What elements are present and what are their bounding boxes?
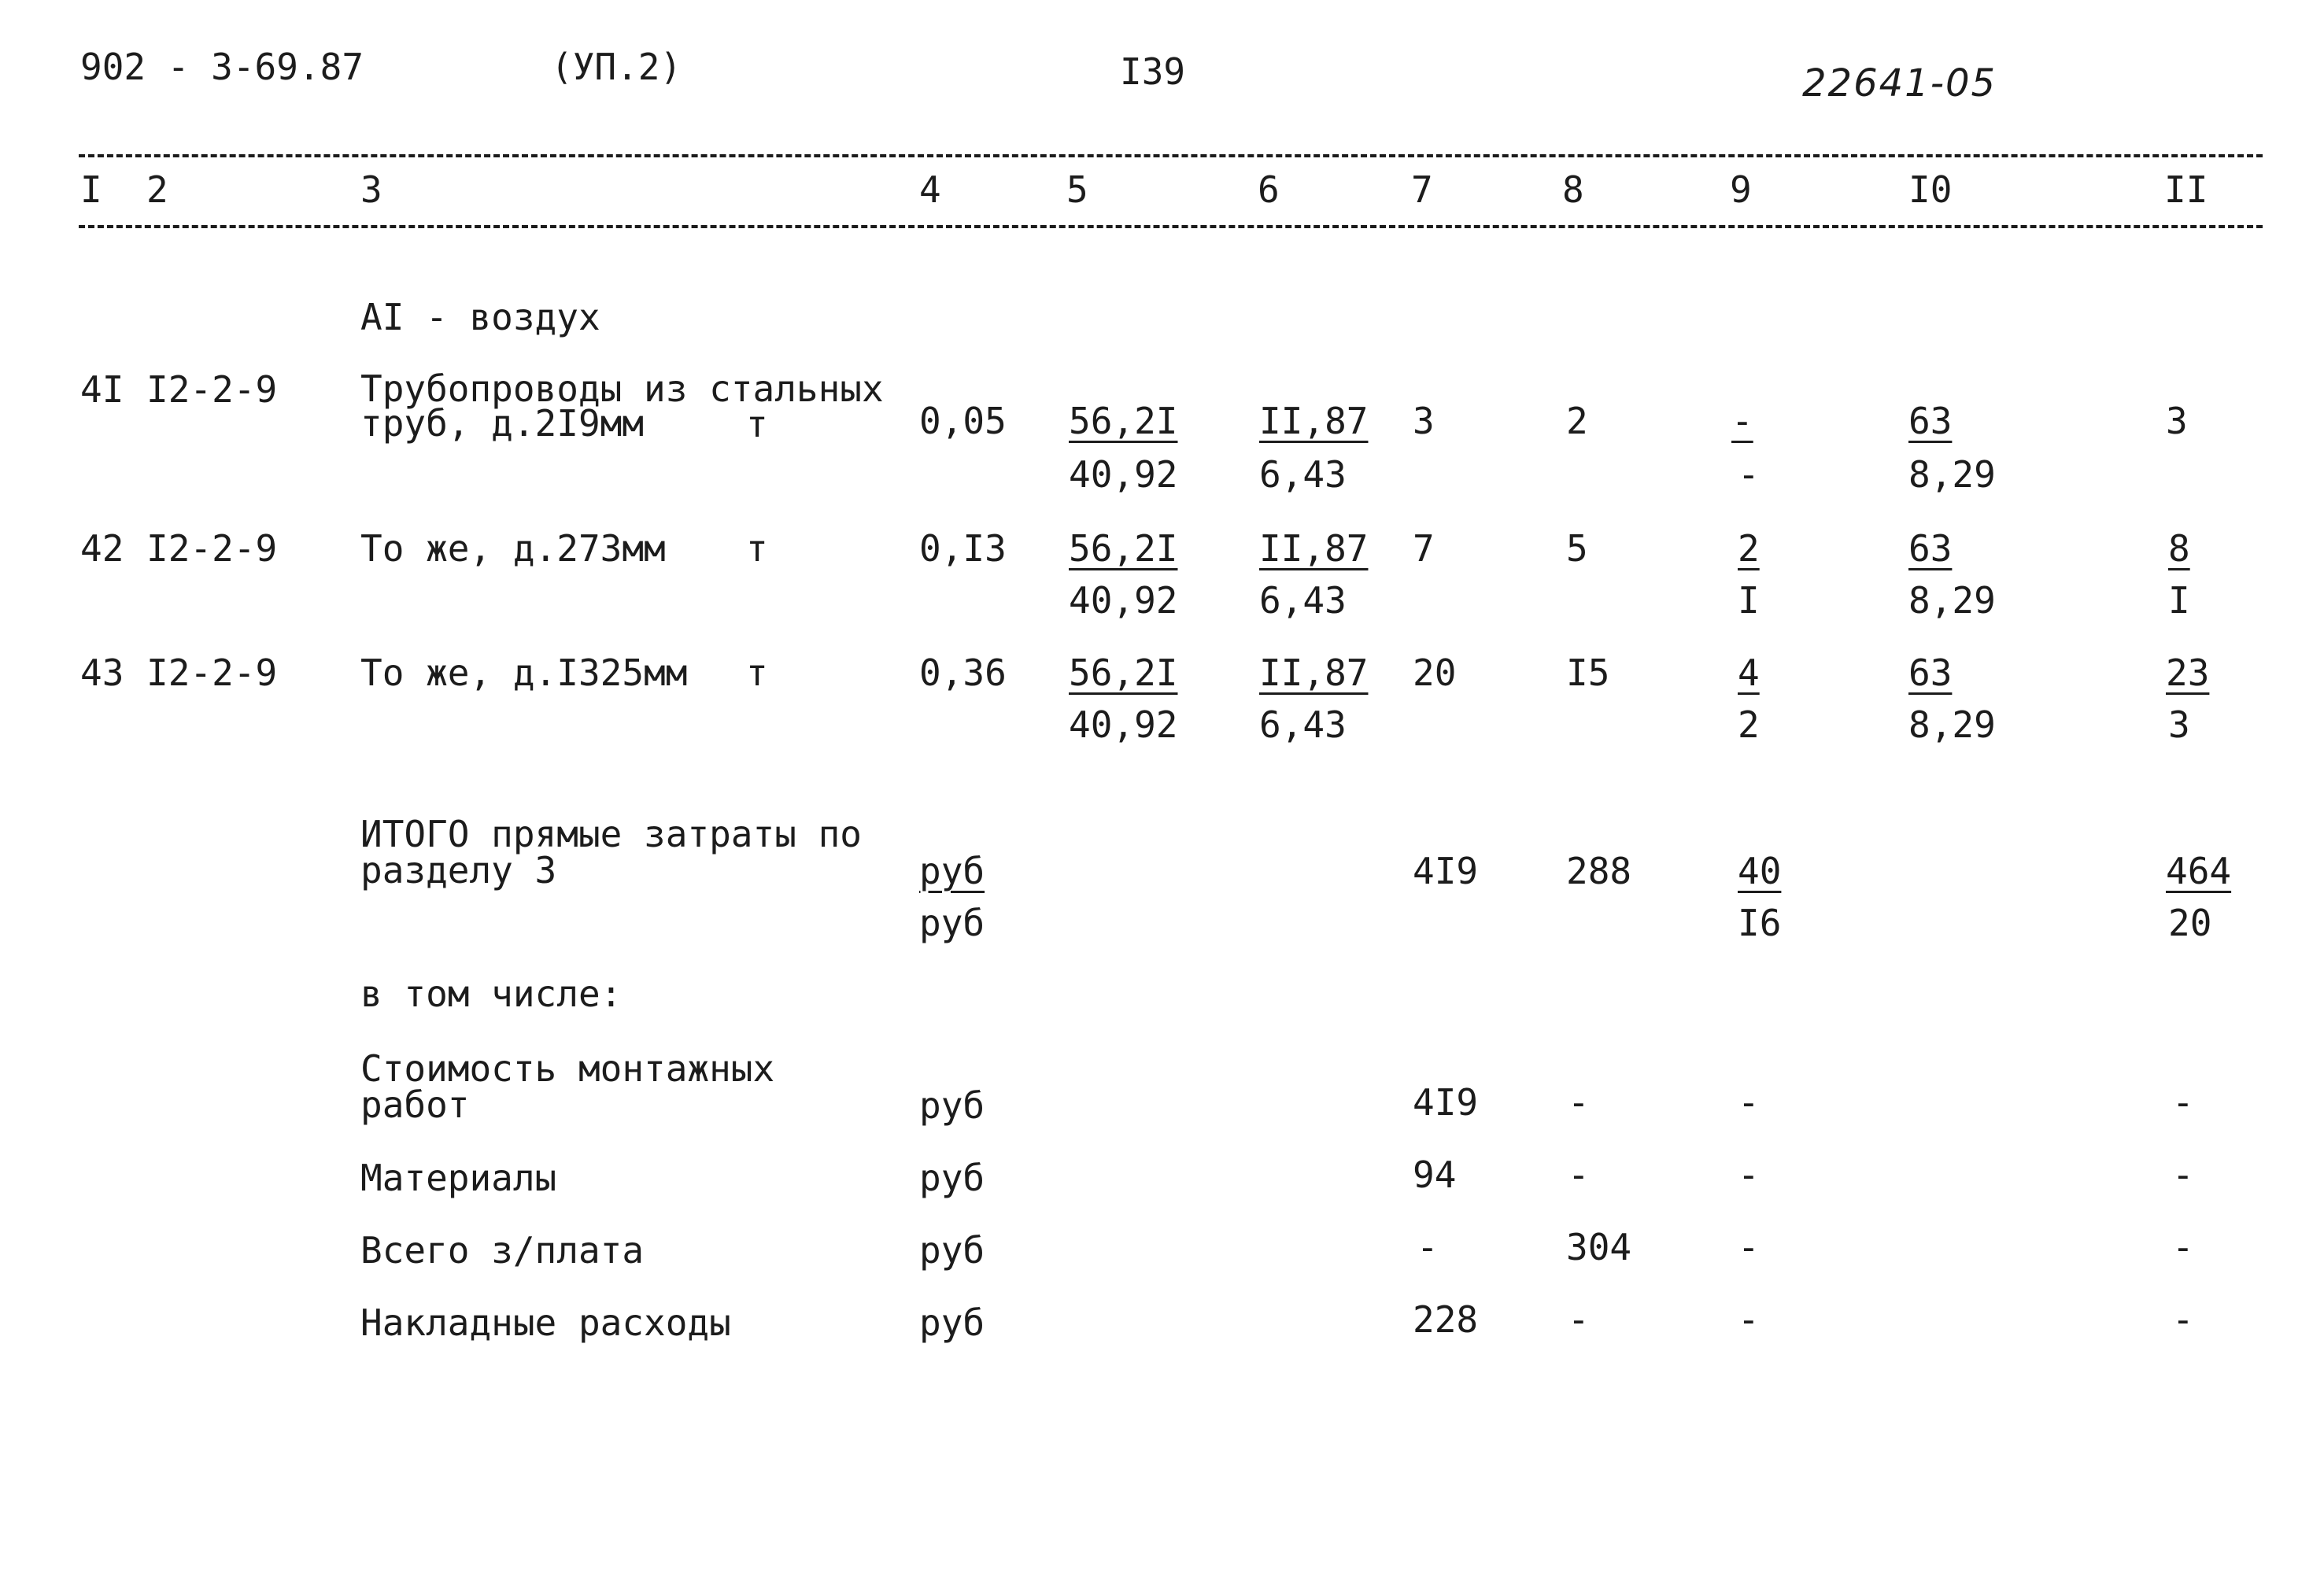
breakdown-cell-11: -	[2172, 1081, 2194, 1124]
cell-9-top: -	[1731, 400, 1753, 442]
column-header-2: 2	[146, 168, 168, 211]
breakdown-unit: руб	[919, 1301, 985, 1344]
cell-10-bottom: 8,29	[1908, 703, 1996, 746]
row-unit: т	[746, 652, 768, 694]
row-quantity: 0,36	[919, 652, 1007, 694]
breakdown-cell-7: -	[1417, 1226, 1439, 1268]
cell-11-top: 3	[2166, 400, 2188, 442]
page-number: I39	[1120, 50, 1186, 93]
cell-10-top: 63	[1908, 652, 1953, 694]
cell-9-top: 4	[1738, 652, 1760, 694]
breakdown-cell-8: -	[1568, 1298, 1590, 1341]
cell-5-top: 56,2I	[1069, 652, 1178, 694]
cell-10-top: 63	[1908, 527, 1953, 570]
cell-8: I5	[1566, 652, 1610, 694]
total-label: ИТОГО прямые затраты по	[360, 813, 862, 855]
row-code: I2-2-9	[146, 652, 278, 694]
row-unit: т	[746, 527, 768, 570]
column-header-7: 7	[1411, 168, 1433, 211]
cell-5-bottom: 40,92	[1069, 453, 1178, 496]
cell-10-top: 63	[1908, 400, 1953, 442]
row-name: То же, д.I325мм	[360, 652, 688, 694]
cell-7: 3	[1413, 400, 1435, 442]
total-unit-bottom: руб	[919, 902, 985, 944]
column-header-6: 6	[1258, 168, 1280, 211]
cell-11-bottom: I	[2168, 579, 2190, 622]
total-cell-11-bottom: 20	[2168, 902, 2212, 944]
row-number: 43	[80, 652, 124, 694]
cell-6-bottom: 6,43	[1259, 453, 1347, 496]
cell-7: 7	[1413, 527, 1435, 570]
cell-6-top: II,87	[1259, 527, 1369, 570]
column-header-1: I	[80, 168, 102, 211]
cell-5-top: 56,2I	[1069, 527, 1178, 570]
column-header-10: I0	[1908, 168, 1953, 211]
breakdown-unit: руб	[919, 1229, 985, 1272]
breakdown-cell-9: -	[1738, 1081, 1760, 1124]
cell-11-bottom: 3	[2168, 703, 2190, 746]
total-cell-8: 288	[1566, 850, 1632, 892]
section-title: AI - воздух	[360, 296, 600, 338]
cell-5-top: 56,2I	[1069, 400, 1178, 442]
row-unit: т	[746, 403, 768, 445]
breakdown-unit: руб	[919, 1157, 985, 1199]
cell-7: 20	[1413, 652, 1457, 694]
row-name-continued: труб, д.2I9мм	[360, 402, 645, 445]
breakdown-label: Стоимость монтажных	[360, 1047, 775, 1090]
breakdown-cell-9: -	[1738, 1154, 1760, 1196]
cell-5-bottom: 40,92	[1069, 579, 1178, 622]
cell-11-top: 23	[2166, 652, 2210, 694]
cell-9-bottom: 2	[1738, 703, 1760, 746]
column-header-9: 9	[1730, 168, 1752, 211]
cell-6-bottom: 6,43	[1259, 703, 1347, 746]
breakdown-cell-7: 94	[1413, 1154, 1457, 1196]
column-header-4: 4	[919, 168, 941, 211]
cell-5-bottom: 40,92	[1069, 703, 1178, 746]
row-name: Трубопроводы из стальных	[360, 367, 884, 410]
total-label-continued: разделу 3	[360, 849, 557, 892]
header-bottom-rule	[79, 225, 2263, 228]
breakdown-cell-7: 4I9	[1413, 1081, 1479, 1124]
row-number: 4I	[80, 368, 124, 411]
total-cell-11-top: 464	[2166, 850, 2232, 892]
cell-9-bottom: -	[1738, 453, 1760, 496]
breakdown-cell-9: -	[1738, 1298, 1760, 1341]
breakdown-label: Всего з/плата	[360, 1229, 645, 1272]
cell-8: 2	[1566, 400, 1588, 442]
breakdown-cell-11: -	[2172, 1154, 2194, 1196]
cell-6-top: II,87	[1259, 400, 1369, 442]
total-cell-9-bottom: I6	[1738, 902, 1782, 944]
cell-9-bottom: I	[1738, 579, 1760, 622]
breakdown-cell-9: -	[1738, 1226, 1760, 1268]
breakdown-unit: руб	[919, 1084, 985, 1127]
total-unit-top: руб	[919, 850, 985, 892]
breakdown-label: Материалы	[360, 1157, 557, 1199]
total-cell-9-top: 40	[1738, 850, 1782, 892]
breakdown-cell-11: -	[2172, 1226, 2194, 1268]
album-label: (УП.2)	[551, 46, 682, 88]
breakdown-label-continued: работ	[360, 1083, 470, 1126]
breakdown-cell-11: -	[2172, 1298, 2194, 1341]
column-header-3: 3	[360, 168, 382, 211]
cell-11-top: 8	[2168, 527, 2190, 570]
total-cell-7: 4I9	[1413, 850, 1479, 892]
breakdown-cell-8: 304	[1566, 1226, 1632, 1268]
row-name: То же, д.273мм	[360, 527, 666, 570]
cell-6-bottom: 6,43	[1259, 579, 1347, 622]
including-label: в том числе:	[360, 973, 623, 1015]
cell-6-top: II,87	[1259, 652, 1369, 694]
inventory-number: 22641-05	[1802, 61, 1997, 105]
row-code: I2-2-9	[146, 527, 278, 570]
header-top-rule	[79, 154, 2263, 157]
breakdown-cell-7: 228	[1413, 1298, 1479, 1341]
column-header-11: II	[2164, 168, 2208, 211]
column-header-8: 8	[1562, 168, 1584, 211]
cell-10-bottom: 8,29	[1908, 453, 1996, 496]
row-number: 42	[80, 527, 124, 570]
breakdown-cell-8: -	[1568, 1154, 1590, 1196]
cell-10-bottom: 8,29	[1908, 579, 1996, 622]
cell-8: 5	[1566, 527, 1588, 570]
breakdown-label: Накладные расходы	[360, 1301, 731, 1344]
document-code: 902 - 3-69.87	[80, 46, 364, 88]
row-code: I2-2-9	[146, 368, 278, 411]
cell-9-top: 2	[1738, 527, 1760, 570]
column-header-5: 5	[1066, 168, 1088, 211]
row-quantity: 0,05	[919, 400, 1007, 442]
breakdown-cell-8: -	[1568, 1081, 1590, 1124]
row-quantity: 0,I3	[919, 527, 1007, 570]
